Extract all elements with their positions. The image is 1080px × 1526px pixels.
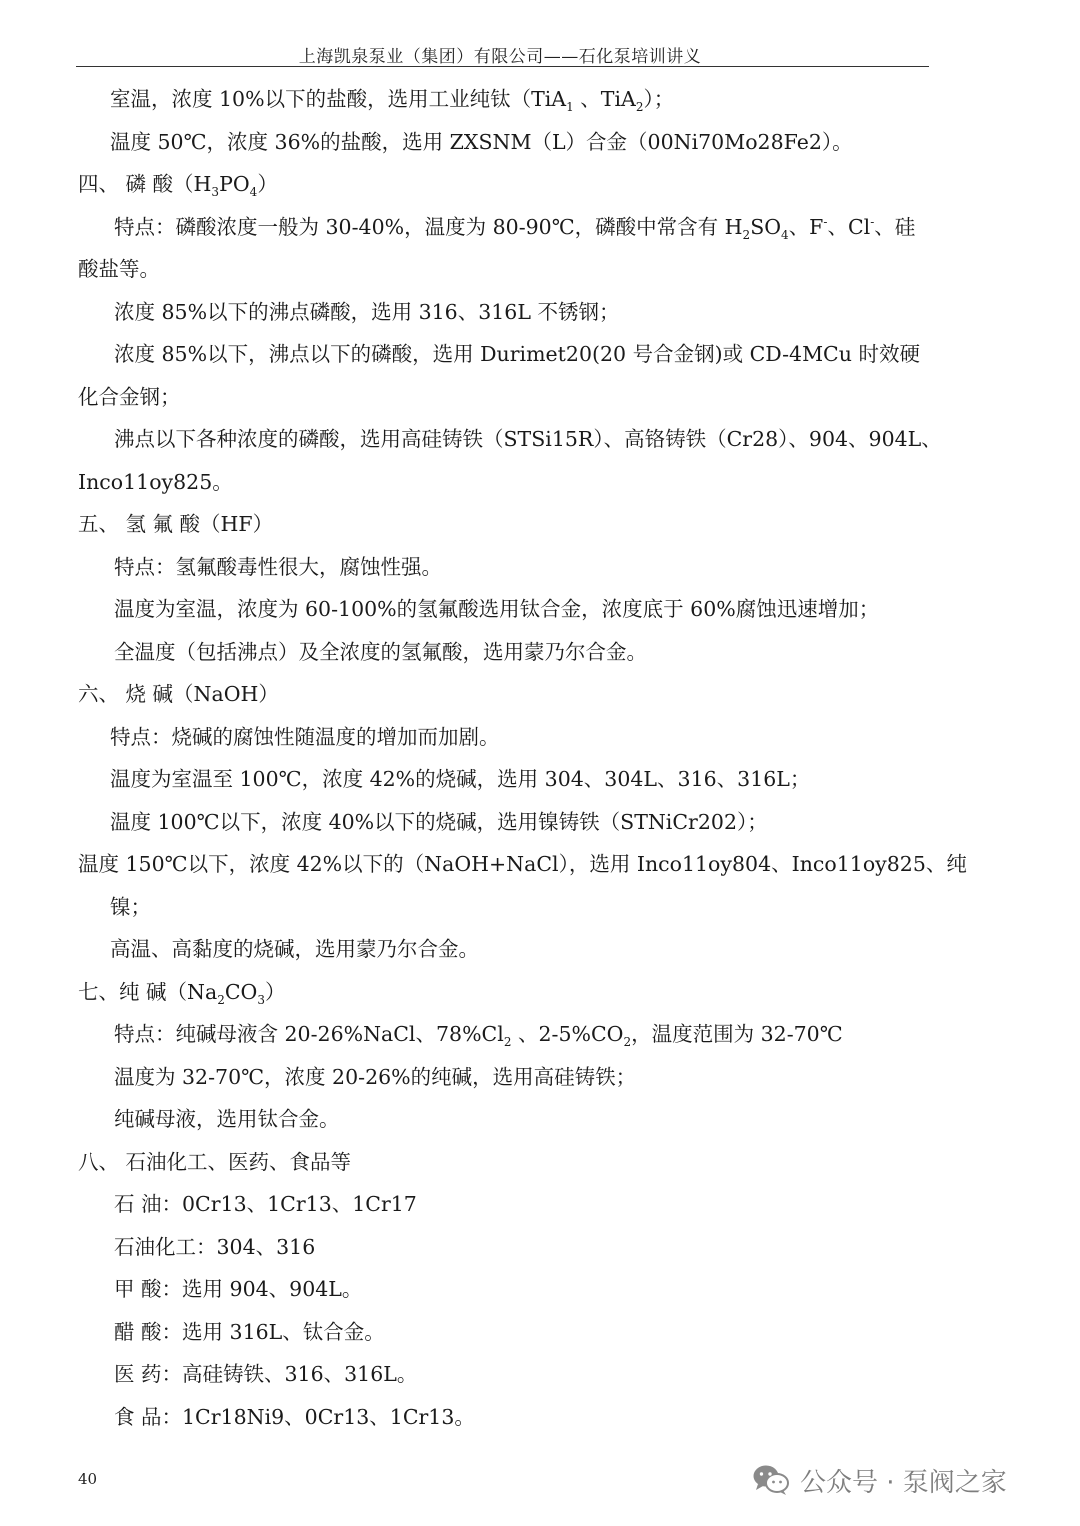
text-segment: 温度 50℃，浓度 36%的盐酸，选用 ZXSNM（L）合金（00Ni70Mo28Fe2）。 (110, 130, 853, 154)
text-segment: 酸盐等。 (78, 257, 160, 281)
text-segment: 温度 100℃以下，浓度 40%以下的烧碱，选用镍铸铁（STNiCr202）； (110, 810, 768, 834)
watermark-text: 公众号 · 泵阀之家 (800, 1467, 1007, 1498)
subscript: 2 (635, 100, 644, 115)
text-line (114, 1063, 636, 1091)
text-line (114, 1190, 417, 1218)
text-line (114, 638, 647, 666)
subscript: 4 (249, 185, 258, 200)
wechat-icon (752, 1463, 790, 1497)
text-line (78, 468, 233, 496)
text-segment: 、TiA (573, 87, 636, 111)
text-segment: 特点：氢氟酸毒性很大，腐蚀性强。 (114, 555, 442, 579)
subscript: 2 (742, 228, 751, 243)
text-line (114, 298, 619, 326)
text-line (78, 255, 160, 283)
text-segment: 沸点以下各种浓度的磷酸，选用高硅铸铁（STSi15R）、高铬铸铁（Cr28）、904、904L、 (114, 427, 942, 451)
text-segment: 食 品：1Cr18Ni9、0Cr13、1Cr13。 (114, 1405, 475, 1429)
text-line (114, 1360, 417, 1388)
text-line (114, 1275, 362, 1303)
text-line (78, 850, 967, 878)
text-segment: 、F (788, 215, 824, 239)
text-segment: 温度为 32-70℃，浓度 20-26%的纯碱，选用高硅铸铁； (114, 1065, 637, 1089)
text-line (114, 595, 879, 623)
section-heading (78, 680, 279, 708)
text-segment: ） (264, 980, 286, 1004)
text-segment: ）； (643, 87, 675, 111)
text-segment: ，温度范围为 32-70℃ (631, 1022, 843, 1046)
text-line (114, 425, 942, 453)
text-segment: CO (224, 980, 258, 1004)
text-segment: PO (219, 172, 250, 196)
header-divider (76, 66, 929, 67)
text-line (110, 128, 853, 156)
section-heading (78, 1148, 351, 1176)
section-heading (78, 978, 285, 1006)
subscript: 3 (211, 185, 220, 200)
text-line (114, 1105, 340, 1133)
subscript: 3 (257, 993, 265, 1008)
text-line (110, 765, 810, 793)
text-segment: 温度 150℃以下，浓度 42%以下的（NaOH+NaCl），选用 Inco11oy804、Inco11oy825、纯 (78, 852, 967, 876)
text-segment: 特点：纯碱母液含 20-26%NaCl、78%Cl (114, 1022, 504, 1046)
superscript: - (870, 215, 875, 230)
subscript: 2 (217, 993, 225, 1008)
text-segment: 、2-5%CO (511, 1022, 624, 1046)
text-segment: 浓度 85%以下，沸点以下的磷酸，选用 Durimet20(20 号合金钢)或 CD-4MCu 时效硬 (114, 342, 920, 366)
text-line (78, 383, 181, 411)
text-segment: 甲 酸：选用 904、904L。 (114, 1277, 363, 1301)
page-number: 40 (78, 1470, 98, 1488)
text-segment: 高温、高黏度的烧碱，选用蒙乃尔合金。 (110, 937, 479, 961)
text-line (114, 213, 915, 241)
subscript: 1 (566, 100, 574, 115)
header-title: 上海凯泉泵业（集团）有限公司——石化泵培训讲义 (298, 47, 702, 67)
text-segment: ） (257, 172, 278, 196)
text-line (114, 1233, 315, 1261)
text-segment: 石油化工：304、316 (114, 1235, 316, 1259)
text-segment: 醋 酸：选用 316L、钛合金。 (114, 1320, 385, 1344)
text-segment: 全温度（包括沸点）及全浓度的氢氟酸，选用蒙乃尔合金。 (114, 640, 647, 664)
text-segment: SO (750, 215, 782, 239)
section-heading (78, 170, 278, 198)
text-segment: 、硅 (874, 215, 916, 239)
text-line (114, 553, 442, 581)
text-segment: 化合金钢； (78, 385, 181, 409)
text-line (110, 808, 768, 836)
text-segment: 四、 磷 酸（H (78, 172, 212, 196)
text-segment: 特点：烧碱的腐蚀性随温度的增加而加剧。 (110, 725, 500, 749)
text-line (114, 1403, 475, 1431)
text-segment: 、Cl (827, 215, 871, 239)
text-segment: Inco11oy825。 (78, 470, 233, 494)
text-segment: 纯碱母液，选用钛合金。 (114, 1107, 340, 1131)
section-heading (78, 510, 273, 538)
text-segment: 石 油：0Cr13、1Cr13、1Cr17 (114, 1192, 417, 1216)
text-line (114, 340, 920, 368)
text-segment: 七、纯 碱（Na (78, 980, 218, 1004)
text-segment: 温度为室温至 100℃，浓度 42%的烧碱，选用 304、304L、316、316L； (110, 767, 811, 791)
subscript: 2 (623, 1035, 632, 1050)
text-segment: 浓度 85%以下的沸点磷酸，选用 316、316L 不锈钢； (114, 300, 620, 324)
text-segment: 镍； (110, 895, 151, 919)
text-line (110, 723, 500, 751)
text-line (114, 1318, 385, 1346)
subscript: 4 (781, 228, 789, 243)
text-segment: 八、 石油化工、医药、食品等 (78, 1150, 352, 1174)
text-segment: 五、 氢 氟 酸（HF） (78, 512, 274, 536)
text-line (110, 85, 674, 113)
text-line (110, 893, 151, 921)
text-line (110, 935, 479, 963)
text-segment: 六、 烧 碱（NaOH） (78, 682, 279, 706)
text-segment: 室温，浓度 10%以下的盐酸，选用工业纯钛（TiA (110, 87, 567, 111)
text-segment: 特点：磷酸浓度一般为 30-40%，温度为 80-90℃，磷酸中常含有 H (114, 215, 743, 239)
text-line (114, 1020, 843, 1048)
text-segment: 医 药：高硅铸铁、316、316L。 (114, 1362, 418, 1386)
superscript: - (823, 215, 828, 230)
subscript: 2 (503, 1035, 512, 1050)
watermark (752, 1458, 1007, 1502)
text-segment: 温度为室温，浓度为 60-100%的氢氟酸选用钛合金，浓度底于 60%腐蚀迅速增加； (114, 597, 880, 621)
